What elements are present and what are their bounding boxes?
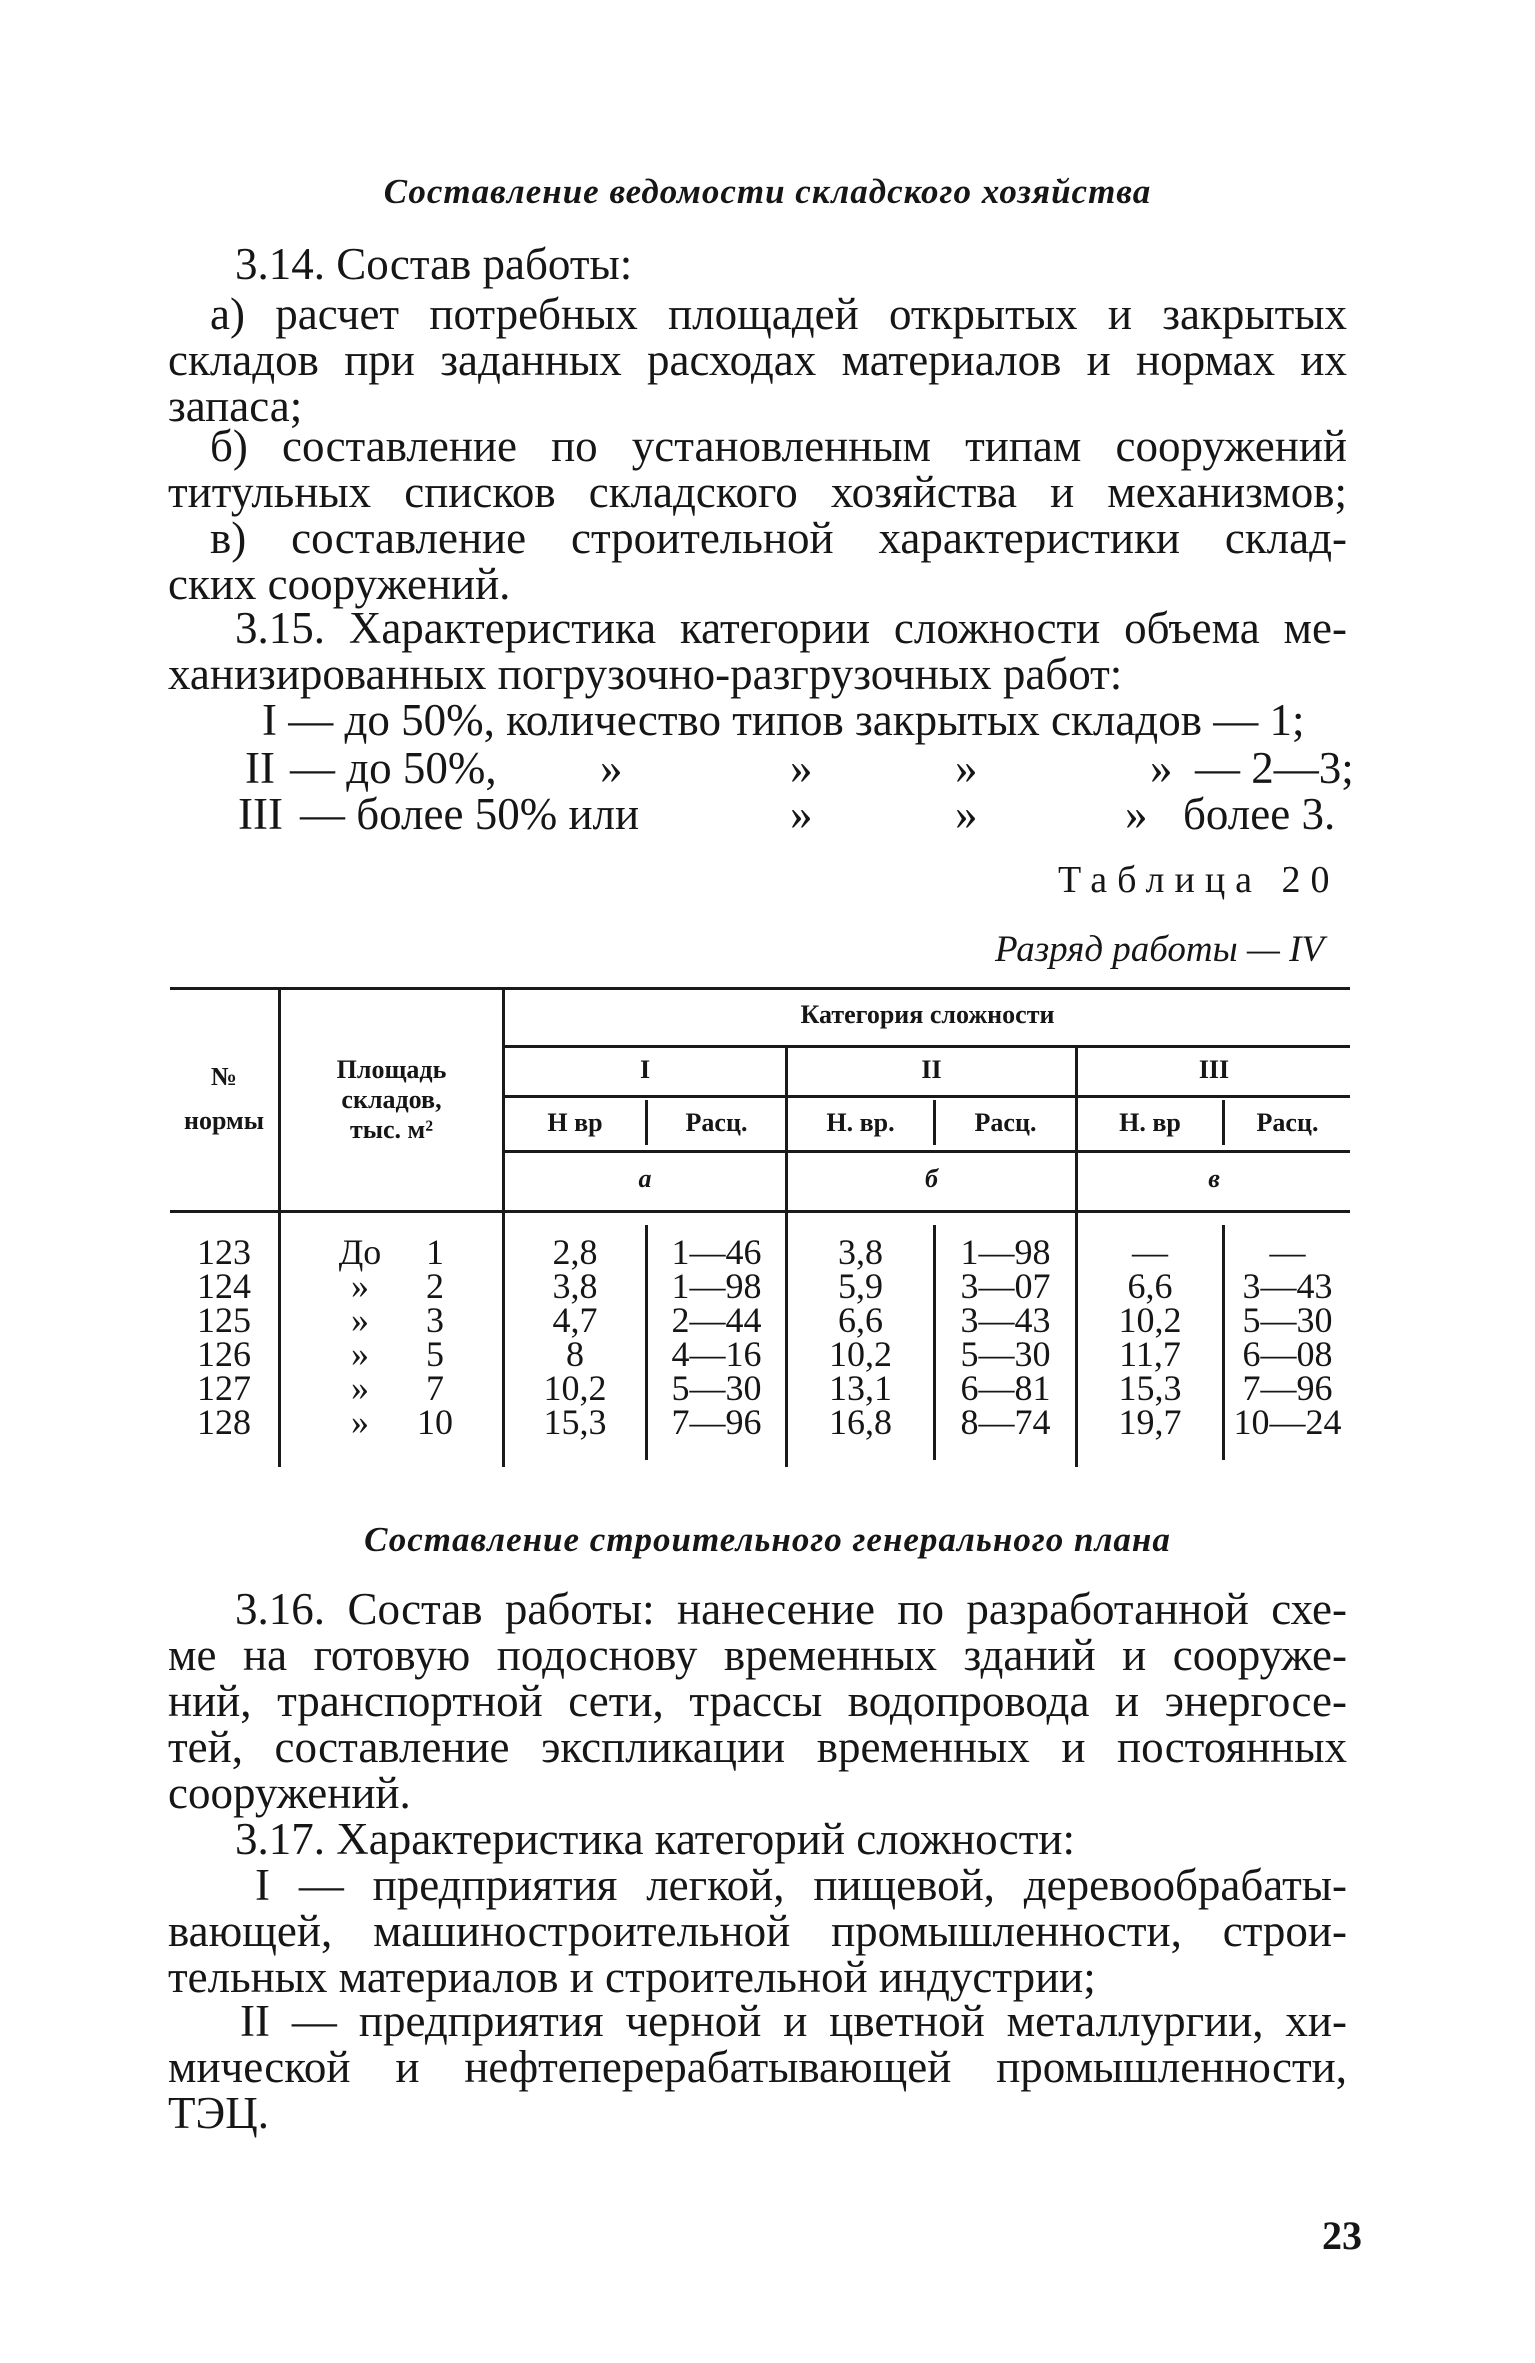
cell-cat2-rasc: 6—81 (960, 1368, 1051, 1408)
header-letter: в (1208, 1164, 1220, 1193)
cell-cat3-vr: — (1132, 1232, 1168, 1272)
paragraph-3-15-line: 3.15. Характеристика категории сложности объема ме- (235, 603, 1347, 653)
cell-num: 125 (197, 1300, 251, 1340)
paragraph-line: ний, транспортной сети, трассы водопровода и энергосе- (168, 1676, 1347, 1726)
cell-cat1-rasc: 1—98 (671, 1266, 762, 1306)
category-tail: более 3. (1183, 789, 1336, 839)
paragraph-line: а) расчет потребных площадей открытых и закрытых (210, 289, 1347, 339)
cell-cat1-vr: 4,7 (552, 1300, 598, 1340)
cell-area-prefix: » (351, 1334, 369, 1374)
ditto-mark: » (790, 789, 813, 839)
header-cat-3: III (1198, 1055, 1230, 1084)
table-rule (502, 1150, 1350, 1153)
cell-cat2-rasc: 3—43 (960, 1300, 1051, 1340)
header-rasc: Расц. (974, 1108, 1037, 1137)
ditto-mark: » (1125, 789, 1148, 839)
cell-num: 124 (197, 1266, 251, 1306)
header-vr: Н. вр (1119, 1108, 1181, 1137)
category-roman: III (238, 789, 283, 839)
paragraph-line: мической и нефтеперерабатывающей промышленности, (168, 2042, 1347, 2092)
cell-cat2-vr: 16,8 (829, 1402, 892, 1442)
paragraph-line: II — предприятия черной и цветной металлургии, хи- (240, 1996, 1347, 2046)
cell-cat3-rasc: 10—24 (1233, 1402, 1342, 1442)
paragraph-3-16-line: 3.16. Состав работы: нанесение по разработанной схе- (235, 1584, 1347, 1634)
cell-cat3-vr: 15,3 (1118, 1368, 1182, 1408)
paragraph-line: в) составление строительной характеристики склад- (210, 513, 1347, 563)
cell-cat3-rasc: — (1269, 1232, 1306, 1272)
cell-cat2-rasc: 3—07 (960, 1266, 1051, 1306)
category-roman: I (262, 695, 277, 745)
cell-area: 5 (426, 1334, 444, 1374)
header-vr: Н. вр. (826, 1108, 895, 1137)
header-letter: б (925, 1164, 938, 1193)
paragraph-line: I — предприятия легкой, пищевой, деревообрабаты- (255, 1860, 1347, 1910)
paragraph-line: титульных списков складского хозяйства и механизмов; (168, 467, 1347, 517)
category-text: — более 50% или (300, 789, 640, 839)
cell-cat2-vr: 3,8 (838, 1232, 883, 1272)
cell-area: 2 (426, 1266, 444, 1306)
category-tail: — 2—3; (1195, 743, 1354, 793)
paragraph-line: ТЭЦ. (168, 2088, 269, 2138)
category-text: — до 50%, (290, 743, 497, 793)
paragraph-line: сооружений. (168, 1768, 411, 1818)
header-vr: Н вр (547, 1108, 603, 1137)
cell-area: 3 (426, 1300, 444, 1340)
table-subtitle: Разряд работы — IV (995, 929, 1325, 970)
header-num: № нормы (183, 1062, 265, 1135)
cell-cat2-vr: 10,2 (829, 1334, 892, 1374)
cell-num: 126 (197, 1334, 251, 1374)
cell-area-prefix: » (351, 1368, 369, 1408)
paragraph-line: вающей, машиностроительной промышленности, строи- (168, 1906, 1347, 1956)
paragraph-3-14-title: 3.14. Состав работы: (235, 239, 633, 289)
header-rasc: Расц. (1256, 1108, 1319, 1137)
cell-area-prefix: » (351, 1266, 369, 1306)
cell-cat1-rasc: 5—30 (671, 1368, 762, 1408)
section-heading: Составление строительного генерального плана (364, 1520, 1171, 1559)
cell-area: 7 (426, 1368, 444, 1408)
paragraph-3-17-title: 3.17. Характеристика категорий сложности: (235, 1814, 1076, 1864)
table-rule (170, 987, 1350, 990)
cell-num: 128 (197, 1402, 251, 1442)
header-rasc: Расц. (685, 1108, 748, 1137)
header-cat-1: I (639, 1055, 651, 1084)
paragraph-line: ских сооружений. (168, 559, 511, 609)
table-rule (170, 1210, 1350, 1213)
cell-num: 127 (197, 1368, 251, 1408)
page-number: 23 (1322, 2213, 1362, 2258)
cell-cat3-rasc: 3—43 (1242, 1266, 1333, 1306)
cell-area: 1 (426, 1232, 444, 1272)
cell-area-prefix: До (338, 1232, 382, 1272)
cell-cat3-rasc: 5—30 (1242, 1300, 1333, 1340)
cell-cat3-vr: 11,7 (1119, 1334, 1181, 1374)
paragraph-line: запаса; (168, 381, 303, 431)
ditto-mark: » (1150, 743, 1173, 793)
table-rule (502, 1095, 1350, 1098)
cell-cat1-vr: 2,8 (552, 1232, 598, 1272)
cell-cat1-rasc: 1—46 (671, 1232, 762, 1272)
paragraph-line: б) составление по установленным типам сооружений (210, 421, 1347, 471)
cell-area-prefix: » (351, 1300, 369, 1340)
paragraph-line: ханизированных погрузочно-разгрузочных работ: (168, 649, 1123, 699)
header-letter: а (638, 1164, 652, 1193)
cell-cat1-vr: 10,2 (543, 1368, 607, 1408)
header-cat-2: II (921, 1055, 942, 1084)
ditto-mark: » (955, 789, 978, 839)
cell-cat1-rasc: 4—16 (671, 1334, 762, 1374)
cell-cat3-vr: 10,2 (1118, 1300, 1182, 1340)
cell-cat1-rasc: 7—96 (671, 1402, 762, 1442)
paragraph-line: тей, составление экспликации временных и постоянных (168, 1722, 1347, 1772)
section-heading: Составление ведомости складского хозяйства (383, 172, 1152, 211)
cell-cat1-vr: 8 (566, 1334, 584, 1374)
paragraph-line: ме на готовую подоснову временных зданий и сооруже- (168, 1630, 1347, 1680)
ditto-mark: » (600, 743, 623, 793)
cell-cat1-rasc: 2—44 (671, 1300, 762, 1340)
cell-cat3-vr: 6,6 (1127, 1266, 1173, 1306)
table-rule (502, 1045, 1350, 1048)
cell-cat2-vr: 5,9 (838, 1266, 883, 1306)
cell-cat2-rasc: 8—74 (960, 1402, 1051, 1442)
cell-cat2-vr: 13,1 (829, 1368, 892, 1408)
cell-area-prefix: » (351, 1402, 369, 1442)
ditto-mark: » (955, 743, 978, 793)
table-label: Таблица 20 (1058, 859, 1340, 901)
cell-area: 10 (417, 1402, 453, 1442)
cell-num: 123 (197, 1232, 251, 1272)
ditto-mark: » (790, 743, 813, 793)
paragraph-line: складов при заданных расходах материалов и нормах их (168, 335, 1347, 385)
cell-cat2-rasc: 5—30 (960, 1334, 1051, 1374)
category-text: — до 50%, количество типов закрытых складов — 1; (288, 695, 1305, 745)
cell-cat1-vr: 15,3 (543, 1402, 607, 1442)
cell-cat2-rasc: 1—98 (960, 1232, 1051, 1272)
category-roman: II (245, 743, 275, 793)
cell-cat3-vr: 19,7 (1118, 1402, 1182, 1442)
header-category: Категория сложности (800, 1000, 1055, 1029)
cell-cat3-rasc: 7—96 (1242, 1368, 1333, 1408)
header-area: Площадь складов, тыс. м² (336, 1055, 447, 1144)
cell-cat1-vr: 3,8 (552, 1266, 598, 1306)
cell-cat3-rasc: 6—08 (1242, 1334, 1333, 1374)
cell-cat2-vr: 6,6 (838, 1300, 883, 1340)
paragraph-line: тельных материалов и строительной индустрии; (168, 1952, 1096, 2002)
